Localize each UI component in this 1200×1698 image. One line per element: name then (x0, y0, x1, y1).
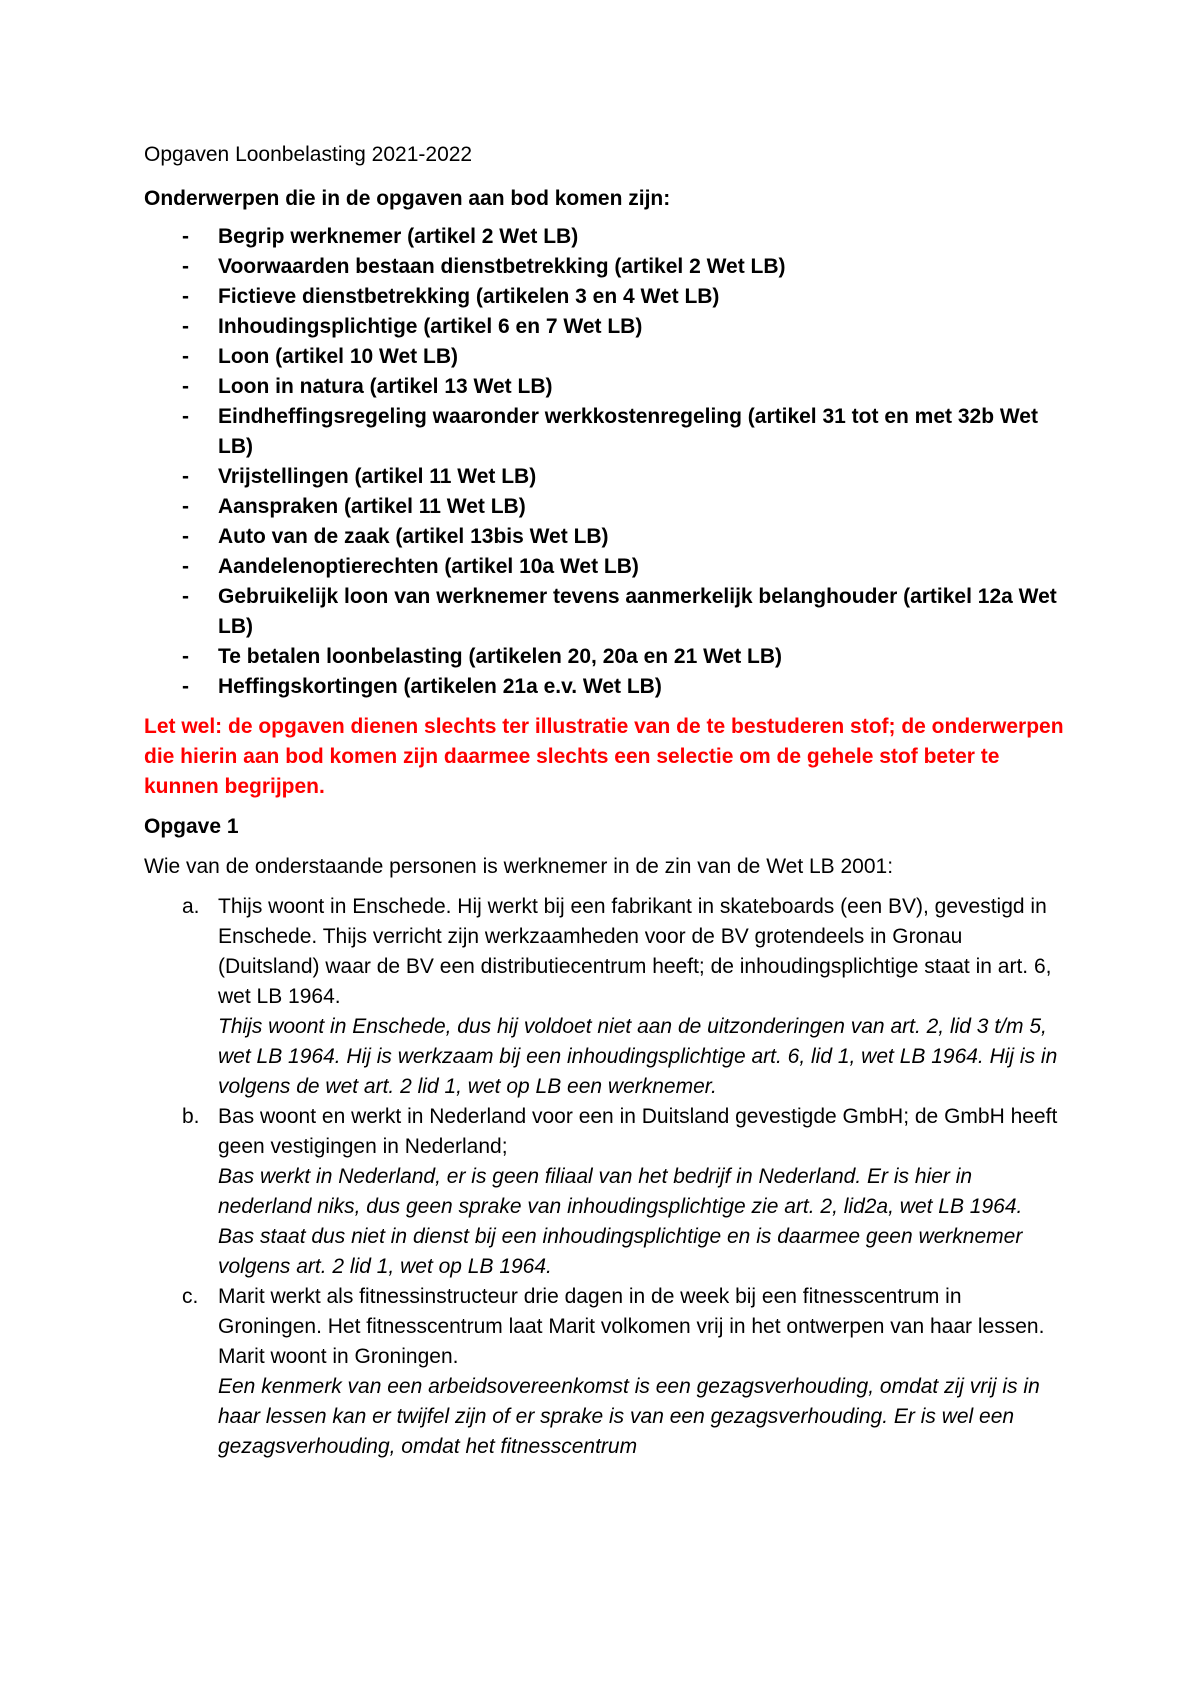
list-item (144, 222, 1064, 252)
bullet-dash: - (182, 555, 189, 578)
topic-text: Inhoudingsplichtige (artikel 6 en 7 Wet LB) (218, 315, 643, 338)
topic-text: Voorwaarden bestaan dienstbetrekking (artikel 2 Wet LB) (218, 255, 786, 278)
item-letter: b. (182, 1105, 200, 1128)
list-item (144, 462, 1064, 492)
topic-text: Loon (artikel 10 Wet LB) (218, 345, 458, 368)
bullet-dash: - (182, 225, 189, 248)
topic-text: Te betalen loonbelasting (artikelen 20, 20a en 21 Wet LB) (218, 645, 783, 668)
topic-text: Eindheffingsregeling waaronder werkkostenregeling (artikel 31 tot en met 32b Wet LB) (218, 405, 1038, 458)
bullet-dash: - (182, 525, 189, 548)
list-item (144, 552, 1064, 582)
topic-text: Aandelenoptierechten (artikel 10a Wet LB) (218, 555, 639, 578)
subjects-intro: Onderwerpen die in de opgaven aan bod komen zijn: (144, 187, 671, 210)
list-item (144, 312, 1064, 342)
item-text: Marit werkt als fitnessinstructeur drie dagen in de week bij een fitnesscentrum in Groningen. Het fitnesscentrum laat Marit volkomen vrij in het ontwerpen van haar lessen. Marit woont in Groningen. (218, 1285, 1045, 1368)
topic-text: Heffingskortingen (artikelen 21a e.v. Wet LB) (218, 675, 662, 698)
item-letter: c. (182, 1285, 199, 1308)
exercise-items (144, 892, 1064, 1462)
bullet-dash: - (182, 675, 189, 698)
bullet-dash: - (182, 255, 189, 278)
list-item (144, 282, 1064, 312)
topic-text: Aanspraken (artikel 11 Wet LB) (218, 495, 526, 518)
document-page (144, 140, 1064, 1462)
list-item (144, 252, 1064, 282)
item-text: Thijs woont in Enschede. Hij werkt bij een fabrikant in skateboards (een BV), gevestigd in Enschede. Thijs verricht zijn werkzaamheden voor de BV grotendeels in Gronau (Duitsland) waar de BV een distributiecentrum heeft; de inhoudingsplichtige staat in art. 6, wet LB 1964. (218, 895, 1052, 1008)
warning-note: Let wel: de opgaven dienen slechts ter illustratie van de te bestuderen stof; de onderwerpen die hierin aan bod komen zijn daarmee slechts een selectie om de gehele stof beter te kunnen begrijpen. (144, 715, 1064, 798)
item-answer: Thijs woont in Enschede, dus hij voldoet niet aan de uitzonderingen van art. 2, lid 3 t/m 5, wet LB 1964. Hij is werkzaam bij een inhoudingsplichtige art. 6, lid 1, wet LB 1964. Hij is in volgens de wet art. 2 lid 1, wet op LB een werknemer. (218, 1015, 1058, 1098)
document-title: Opgaven Loonbelasting 2021-2022 (144, 143, 473, 166)
bullet-dash: - (182, 345, 189, 368)
list-item (144, 492, 1064, 522)
list-item (144, 672, 1064, 702)
topic-text: Loon in natura (artikel 13 Wet LB) (218, 375, 553, 398)
exercise-heading: Opgave 1 (144, 815, 239, 838)
topic-text: Begrip werknemer (artikel 2 Wet LB) (218, 225, 579, 248)
topic-text: Gebruikelijk loon van werknemer tevens aanmerkelijk belanghouder (artikel 12a Wet LB) (218, 585, 1057, 638)
exercise-item-b (144, 1102, 1064, 1282)
item-text: Bas woont en werkt in Nederland voor een in Duitsland gevestigde GmbH; de GmbH heeft geen vestigingen in Nederland; (218, 1105, 1058, 1158)
list-item (144, 372, 1064, 402)
exercise-item-a (144, 892, 1064, 1102)
list-item (144, 402, 1064, 462)
topic-text: Vrijstellingen (artikel 11 Wet LB) (218, 465, 537, 488)
bullet-dash: - (182, 495, 189, 518)
bullet-dash: - (182, 285, 189, 308)
bullet-dash: - (182, 585, 189, 608)
exercise-item-c (144, 1282, 1064, 1462)
item-answer: Bas werkt in Nederland, er is geen filiaal van het bedrijf in Nederland. Er is hier in nederland niks, dus geen sprake van inhoudingsplichtige zie art. 2, lid2a, wet LB 1964. Bas staat dus niet in dienst bij een inhoudingsplichtige en is daarmee geen werknemer volgens art. 2 lid 1, wet op LB 1964. (218, 1165, 1023, 1278)
topic-text: Fictieve dienstbetrekking (artikelen 3 en 4 Wet LB) (218, 285, 720, 308)
bullet-dash: - (182, 645, 189, 668)
list-item (144, 642, 1064, 672)
item-answer: Een kenmerk van een arbeidsovereenkomst is een gezagsverhouding, omdat zij vrij is in haar lessen kan er twijfel zijn of er sprake is van een gezagsverhouding. Er is wel een gezagsverhouding, omdat het fitnesscentrum (218, 1375, 1040, 1458)
list-item (144, 582, 1064, 642)
bullet-dash: - (182, 315, 189, 338)
list-item (144, 342, 1064, 372)
bullet-dash: - (182, 465, 189, 488)
topic-text: Auto van de zaak (artikel 13bis Wet LB) (218, 525, 609, 548)
exercise-question: Wie van de onderstaande personen is werknemer in de zin van de Wet LB 2001: (144, 855, 894, 878)
topic-list (144, 222, 1064, 702)
bullet-dash: - (182, 405, 189, 428)
item-letter: a. (182, 895, 200, 918)
list-item (144, 522, 1064, 552)
bullet-dash: - (182, 375, 189, 398)
